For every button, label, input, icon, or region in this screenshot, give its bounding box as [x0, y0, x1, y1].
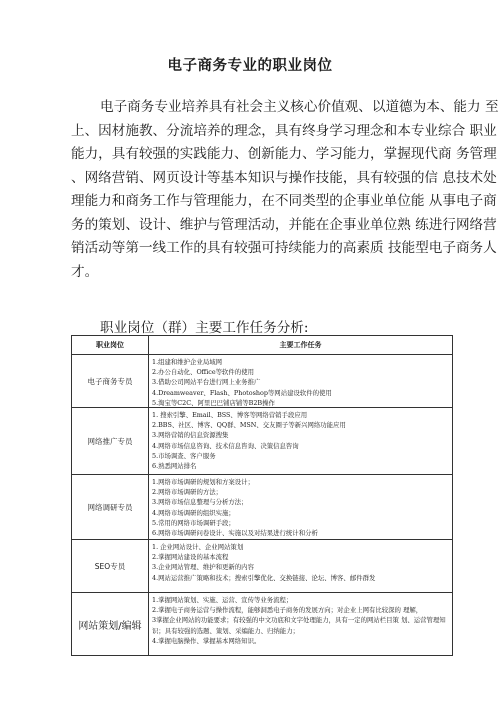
- task-cell: [149, 540, 453, 593]
- paragraph-line: 电子商务专业培养具有社会主义核心价值观、以道德为本、能力 至: [100, 99, 499, 115]
- paragraph-line: 才。: [71, 263, 99, 280]
- task-item: 1. 企业网站设计、企业网站策划: [152, 543, 244, 551]
- task-item: 4.网站运营推广策略和技术；搜索引擎优化、交换链接、论坛、博客、邮件群发: [152, 573, 376, 582]
- table-row: [72, 408, 453, 475]
- table-row: [72, 593, 453, 656]
- paragraph-line: 、网络营销、网页设计等基本知识与操作技能，具有较强的信 息技术处: [71, 169, 497, 186]
- task-item: 4.网络市场调研的组织实施；: [152, 508, 235, 517]
- header-post: 职业岗位: [72, 336, 149, 355]
- task-item: 2.BBS、社区、博客、QQ群、MSN、交友圈子等新兴网络功能应用: [152, 421, 346, 430]
- task-item: 3.网络市场信息整理与分析方法；: [152, 498, 248, 507]
- table-row: [72, 475, 453, 540]
- paragraph-line: 务的策划、设计、维护与管理活动，并能在企事业单位熟 练进行网络营: [71, 216, 497, 233]
- table-row: [72, 355, 453, 408]
- paragraph-line: 理能力和商务工作与管理能力，在不同类型的企事业单位能 从事电子商: [71, 193, 497, 209]
- task-item: 6.熟悉网站排名: [152, 462, 197, 471]
- task-cell: [149, 475, 453, 540]
- intro-paragraph: [71, 96, 499, 284]
- task-item: 1.组建和维护企业局域网: [152, 358, 223, 366]
- task-item: 1.网络市场调研的规划和方案设计；: [152, 478, 254, 486]
- task-item: 5.市场调查、客户服务: [152, 451, 216, 460]
- table-caption: 职业岗位（群）主要工作任务分析:: [100, 320, 309, 336]
- task-item: 6.网络市场调研问卷设计、实施以及对结果进行统计和分析: [152, 529, 318, 538]
- paragraph-line: 上、因材施教、分流培养的理念，具有终身学习理念和本专业综合 职业: [71, 122, 497, 139]
- table-header-row: [72, 336, 453, 355]
- paragraph-line: 销活动等第一线工作的具有较强可持续能力的高素质 技能型电子商务人: [71, 240, 497, 256]
- task-item: 2.掌握电子商务运营与操作流程，能够洞悉电子商务的发展方向；对企业上网有比较深的 理解，: [152, 606, 423, 615]
- paragraph-line: 能力，具有较强的实践能力、创新能力、学习能力，掌握现代商 务管理: [71, 146, 497, 162]
- header-tasks: 主要工作任务: [149, 336, 453, 355]
- task-item: 5.常用的网络市场调研手段；: [152, 518, 235, 527]
- task-item: 1.掌握网站策划、实施、运营、宣传等业务流程；: [152, 596, 293, 604]
- task-cell: [149, 593, 453, 656]
- document-title: 电子商务专业的职业岗位: [167, 57, 333, 74]
- task-item: 2.掌握网站建设的基本流程: [152, 553, 229, 562]
- task-item: 5.淘宝等C2C、阿里巴巴铺店铺等B2B操作: [152, 398, 275, 407]
- task-item: 3.借助公司网站平台进行网上业务推广: [152, 378, 261, 387]
- task-item: 3掌握企业网站的功能要求；有较强的中文功底和文字处理能力，具有一定的网站栏目策 划、运营管理知识；具有较强的选题、策划、采编能力、归纳能力；: [152, 616, 446, 635]
- task-item: 1. 搜索引擎、Email、BSS、博客等网络营销手段应用: [152, 411, 308, 419]
- task-item: 4.掌握电脑操作、掌握基本网络知识。: [152, 636, 261, 645]
- table-row: [72, 540, 453, 593]
- task-item: 2.网络市场调研的方法；: [152, 488, 223, 497]
- post-name: 电子商务专员: [72, 355, 149, 408]
- task-item: 4.Dreamweaver、Flash、Photoshop等网站建设软件的使用: [152, 388, 332, 397]
- task-cell: [149, 355, 453, 408]
- job-task-table: [71, 335, 453, 656]
- task-item: 2.办公自动化、Office等软件的使用: [152, 368, 254, 377]
- task-item: 4.网络市场信息咨询、技术信息咨询、决策信息咨询: [152, 441, 299, 450]
- post-name: 网站策划/编辑: [72, 593, 149, 656]
- task-item: 3.企业网站管理、维护和更新的内容: [152, 563, 254, 572]
- post-name: SEO专员: [72, 540, 149, 593]
- post-name: 网络调研专员: [72, 475, 149, 540]
- post-name: 网络推广专员: [72, 408, 149, 475]
- task-item: 3.网络营销的信息资源搜集: [152, 431, 229, 440]
- task-cell: [149, 408, 453, 475]
